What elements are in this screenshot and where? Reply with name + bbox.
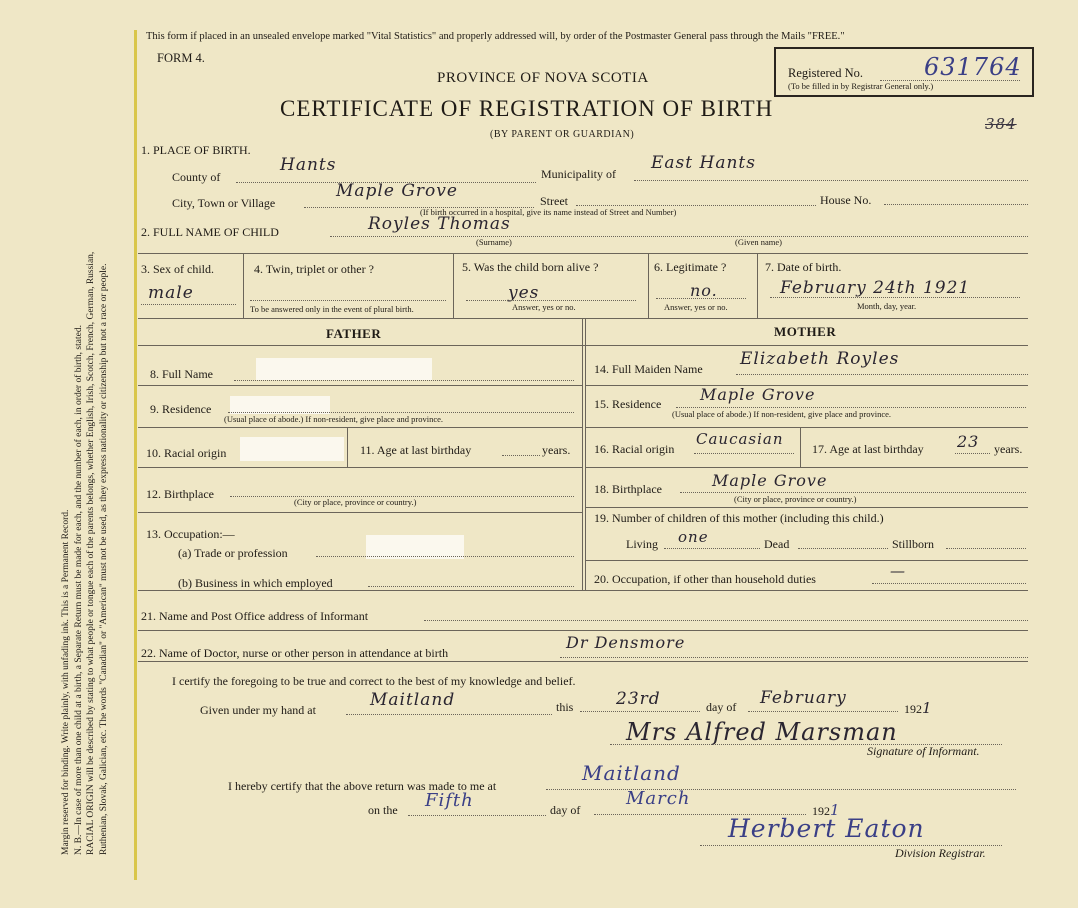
registrar-place: Maitland [582, 761, 681, 785]
registered-note: (To be filled in by Registrar General only.) [788, 81, 934, 91]
informant-signature: Mrs Alfred Marsman [626, 718, 898, 746]
registrar-month: March [626, 788, 691, 809]
place-heading: 1. PLACE OF BIRTH. [141, 143, 251, 157]
legitimate-value: no. [690, 281, 718, 300]
margin-instructions [60, 0, 110, 855]
legitimate-label: 6. Legitimate ? [654, 260, 727, 274]
margin-number: 384 [985, 115, 1017, 133]
living-value: one [678, 528, 709, 546]
father-occupation-label: 13. Occupation:— [146, 527, 235, 541]
given-day: 23rd [616, 689, 661, 709]
certify-statement: I certify the foregoing to be true and correct to the best of my knowledge and belief. [172, 674, 576, 688]
living-label: Living [626, 537, 658, 551]
margin-line-2: N. B.—In case of more than one child at a birth, a Separate Return must be made for each, and the number of each, in order of birth, stated. [73, 325, 84, 855]
this-label: this [556, 700, 574, 714]
dob-note: Month, day, year. [857, 301, 917, 311]
registrar-day: Fifth [425, 790, 474, 811]
father-trade-label: (a) Trade or profession [178, 546, 288, 560]
mother-racial-label: 16. Racial origin [594, 442, 675, 456]
registrar-year-digit: 1 [830, 801, 841, 819]
certificate-title: CERTIFICATE OF REGISTRATION OF BIRTH [280, 96, 774, 121]
doctor-label: 22. Name of Doctor, nurse or other person in attendance at birth [141, 646, 449, 660]
mother-name-value: Elizabeth Royles [740, 349, 900, 369]
hospital-note: (If birth occurred in a hospital, give its name instead of Street and Number) [420, 207, 677, 217]
twin-label: 4. Twin, triplet or other ? [254, 262, 374, 276]
county-label: County of [172, 170, 221, 184]
stillborn-label: Stillborn [892, 537, 935, 551]
doctor-value: Dr Densmore [566, 633, 686, 652]
province-heading: PROVINCE OF NOVA SCOTIA [437, 70, 649, 86]
form-number: FORM 4. [157, 51, 205, 65]
father-residence-note: (Usual place of abode.) If non-resident, give place and province. [224, 414, 444, 424]
father-name-redaction [256, 358, 432, 380]
registrar-signature-label: Division Registrar. [895, 846, 986, 860]
child-name-label: 2. FULL NAME OF CHILD [141, 225, 279, 239]
father-years: years. [542, 443, 571, 457]
informant-signature-label: Signature of Informant. [867, 744, 980, 758]
mother-birthplace-note: (City or place, province or country.) [734, 494, 857, 504]
given-label: Given under my hand at [200, 703, 316, 717]
legitimate-note: Answer, yes or no. [664, 302, 728, 312]
registrar-signature: Herbert Eaton [728, 814, 925, 843]
alive-value: yes [508, 283, 540, 303]
given-month: February [760, 688, 847, 708]
father-heading: FATHER [326, 326, 382, 341]
certificate-subtitle: (BY PARENT OR GUARDIAN) [490, 129, 635, 140]
father-business-label: (b) Business in which employed [178, 576, 333, 590]
mother-birthplace-value: Maple Grove [712, 471, 828, 490]
municipality-label: Municipality of [541, 167, 616, 181]
mother-age-label: 17. Age at last birthday [812, 442, 924, 456]
given-day-of-label: day of [706, 700, 737, 714]
city-value: Maple Grove [336, 181, 458, 201]
father-racial-label: 10. Racial origin [146, 446, 227, 460]
given-year: 1921 [904, 699, 933, 717]
mother-years: years. [994, 442, 1023, 456]
binding-margin [0, 0, 140, 908]
father-age-label: 11. Age at last birthday [360, 443, 472, 457]
sex-label: 3. Sex of child. [141, 262, 214, 276]
mother-age-value: 23 [957, 432, 980, 451]
mother-residence-note: (Usual place of abode.) If non-resident, give place and province. [672, 409, 892, 419]
city-label: City, Town or Village [172, 196, 276, 210]
father-name-label: 8. Full Name [150, 367, 213, 381]
margin-line-1: Margin reserved for binding. Write plainly, with unfading ink. This is a Permanent Record. [61, 509, 71, 855]
mother-racial-value: Caucasian [696, 430, 784, 448]
given-year-digit: 1 [922, 699, 933, 717]
street-label: Street [540, 194, 568, 208]
dob-value: February 24th 1921 [780, 278, 971, 298]
mother-residence-label: 15. Residence [594, 397, 662, 411]
registrar-year: 1921 [812, 801, 841, 819]
house-label: House No. [820, 193, 872, 207]
binding-rule [134, 30, 137, 880]
given-name-note: (Given name) [735, 237, 782, 247]
mother-occupation-value: — [890, 562, 906, 580]
child-name-value: Royles Thomas [368, 214, 511, 234]
given-place: Maitland [370, 690, 456, 710]
registration-box [774, 47, 1034, 97]
mother-heading: MOTHER [774, 324, 837, 339]
dead-label: Dead [764, 537, 790, 551]
father-birthplace-label: 12. Birthplace [146, 487, 214, 501]
municipality-value: East Hants [651, 153, 756, 173]
mother-occupation-label: 20. Occupation, if other than household duties [594, 572, 816, 586]
father-residence-label: 9. Residence [150, 402, 212, 416]
mother-birthplace-label: 18. Birthplace [594, 482, 662, 496]
mother-residence-value: Maple Grove [700, 385, 816, 404]
mother-name-label: 14. Full Maiden Name [594, 362, 703, 376]
twin-note: To be answered only in the event of plural birth. [250, 304, 414, 314]
postal-notice: This form if placed in an unsealed envelope marked "Vital Statistics" and properly addressed will, by order of the Postmaster General pass through the Mails "FREE." [146, 31, 845, 42]
registered-label: Registered No. [788, 66, 863, 80]
registrar-statement: I hereby certify that the above return was made to me at [228, 779, 497, 793]
father-birthplace-note: (City or place, province or country.) [294, 497, 417, 507]
dob-label: 7. Date of birth. [765, 260, 842, 274]
registered-number: 631764 [924, 53, 1022, 81]
registrar-on-label: on the [368, 803, 398, 817]
alive-note: Answer, yes or no. [512, 302, 576, 312]
informant-label: 21. Name and Post Office address of Informant [141, 609, 369, 623]
county-value: Hants [280, 155, 337, 175]
surname-note: (Surname) [476, 237, 512, 247]
mother-children-label: 19. Number of children of this mother (including this child.) [594, 511, 884, 525]
sex-value: male [148, 283, 194, 303]
registrar-day-of-label: day of [550, 803, 581, 817]
margin-line-3: RACIAL ORIGIN will be described by stating to what people or tongue each of the parents belongs, whether English, Irish, Scotch, French, German, Russian, [86, 251, 96, 855]
margin-line-4: Ruthenian, Slovak, Galician, etc. The words "Canadian" or "American" must not be used, as they express nationality or citizenship but not a race or people. [98, 263, 109, 855]
alive-label: 5. Was the child born alive ? [462, 260, 599, 274]
